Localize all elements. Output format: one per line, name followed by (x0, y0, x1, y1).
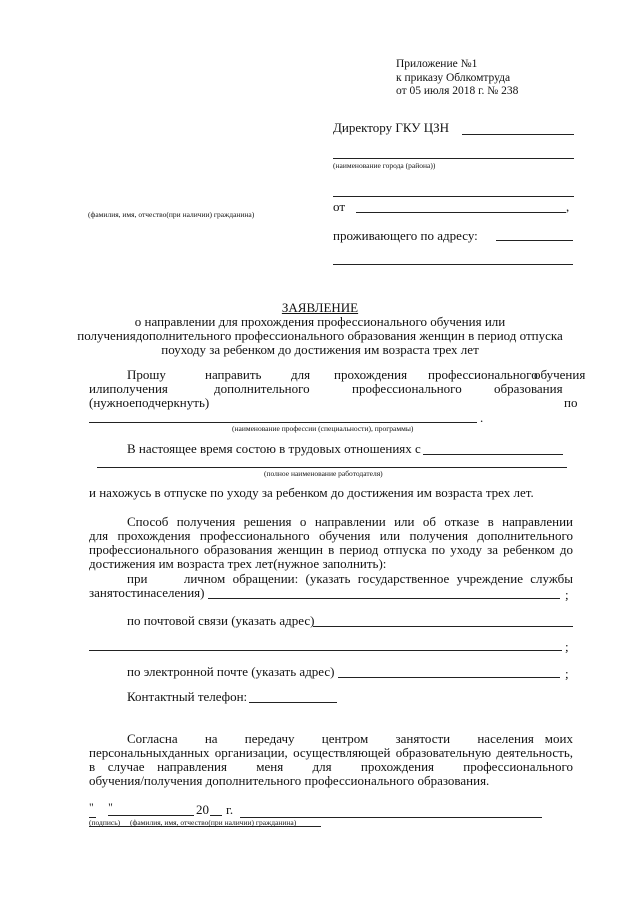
method-line-3: профессионального образования женщин в период отпуска по уходу за ребенком до (89, 542, 573, 557)
email-semicolon: ; (565, 666, 569, 681)
employer-caption: (полное наименование работодателя) (264, 469, 383, 478)
method-line-2: для прохождения профессионального обучения или получения дополнительного (89, 528, 573, 543)
signature-caption: (подпись) (89, 818, 121, 827)
appendix-line-1: Приложение №1 (396, 58, 478, 70)
consent-line-3: в случае направления меня для прохождения профессионального (89, 759, 573, 774)
address-fill-line-2[interactable] (333, 264, 573, 265)
title-sub-1: о направлении для прохождения профессионального обучения или (134, 314, 506, 329)
signature-fio-caption: (фамилия, имя, отчество(при наличии) гражданина) (130, 818, 297, 827)
request-l2-w4: образования (494, 381, 563, 396)
request-w6: обучения (534, 367, 586, 382)
request-w3: для (291, 367, 311, 382)
appendix-line-2: к приказу Облкомтруда (396, 72, 511, 84)
personal-line-1: при личном обращении: (указать государственное учреждение службы (127, 571, 573, 586)
city-caption: (наименование города (района)) (333, 161, 436, 170)
date-year-line[interactable] (210, 815, 222, 816)
mail-fill-line-2[interactable] (89, 650, 562, 651)
signature-g: г. (226, 802, 234, 817)
personal-fill-line[interactable] (208, 598, 560, 599)
phone-label: Контактный телефон: (127, 689, 248, 704)
director-label: Директору ГКУ ЦЗН (333, 120, 449, 135)
profession-period: . (480, 410, 484, 425)
request-w5: профессионального (428, 367, 538, 382)
document-title: ЗАЯВЛЕНИЕ (281, 300, 359, 315)
consent-line-4: обучения/получения дополнительного профессионального образования. (89, 773, 490, 788)
personal-line-2: занятостинаселения) (89, 585, 205, 600)
email-label: по электронной почте (указать адрес) (127, 664, 335, 679)
mail-semicolon: ; (565, 639, 569, 654)
address-fill-line-1[interactable] (496, 240, 573, 241)
request-w2: направить (205, 367, 262, 382)
consent-line-2: персональныхданных организации, осуществляющей образовательную деятельность, (89, 745, 573, 760)
fio-fill-line-1[interactable] (333, 196, 574, 197)
request-po: по (564, 395, 578, 410)
employer-fill-line-2[interactable] (97, 467, 567, 468)
fio-caption: (фамилия, имя, отчество(при наличии) гражданина) (88, 210, 255, 219)
request-w1: Прошу (127, 367, 166, 382)
phone-fill-line[interactable] (249, 702, 337, 703)
residing-label: проживающего по адресу: (333, 228, 478, 243)
from-label: от (333, 199, 346, 214)
employer-fill-line-1[interactable] (423, 454, 563, 455)
fio-fill-line-2[interactable] (356, 212, 566, 213)
personal-semicolon: ; (565, 587, 569, 602)
request-l2-w1: илиполучения (89, 381, 168, 396)
method-line-4: достижения им возраста трех лет(нужное заполнить): (89, 556, 387, 571)
leave-text: и нахожусь в отпуске по уходу за ребенком до достижения им возраста трех лет. (89, 485, 534, 500)
comma-mark: , (566, 199, 570, 214)
email-fill-line[interactable] (338, 677, 560, 678)
title-sub-3: поуходу за ребенком до достижения им возраста трех лет (161, 342, 479, 357)
signature-year: 20 (196, 802, 209, 817)
signature-caption-underline (89, 826, 321, 827)
appendix-line-3: от 05 июля 2018 г. № 238 (396, 85, 519, 97)
profession-caption: (наименование профессии (специальности), программы) (232, 424, 414, 433)
request-underline-hint: (нужноеподчеркнуть) (89, 395, 210, 410)
employment-text: В настоящее время состою в трудовых отношениях с (127, 441, 421, 456)
mail-label: по почтовой связи (указать адрес) (127, 613, 315, 628)
director-fill-line[interactable] (462, 134, 574, 135)
profession-fill-line[interactable] (89, 422, 477, 423)
consent-line-1: Согласна на передачу центром занятости населения моих (127, 731, 573, 746)
city-fill-line[interactable] (333, 158, 574, 159)
request-l2-w2: дополнительного (214, 381, 310, 396)
request-l2-w3: профессионального (352, 381, 462, 396)
request-w4: прохождения (334, 367, 408, 382)
method-line-1: Способ получения решения о направлении или об отказе в направлении (127, 514, 573, 529)
mail-fill-line-1[interactable] (313, 626, 573, 627)
date-day-month-line[interactable] (108, 815, 194, 816)
signature-date-quotes: " " (89, 802, 113, 814)
title-sub-2: получениядополнительного профессионального образования женщин в период отпуска (77, 328, 563, 343)
